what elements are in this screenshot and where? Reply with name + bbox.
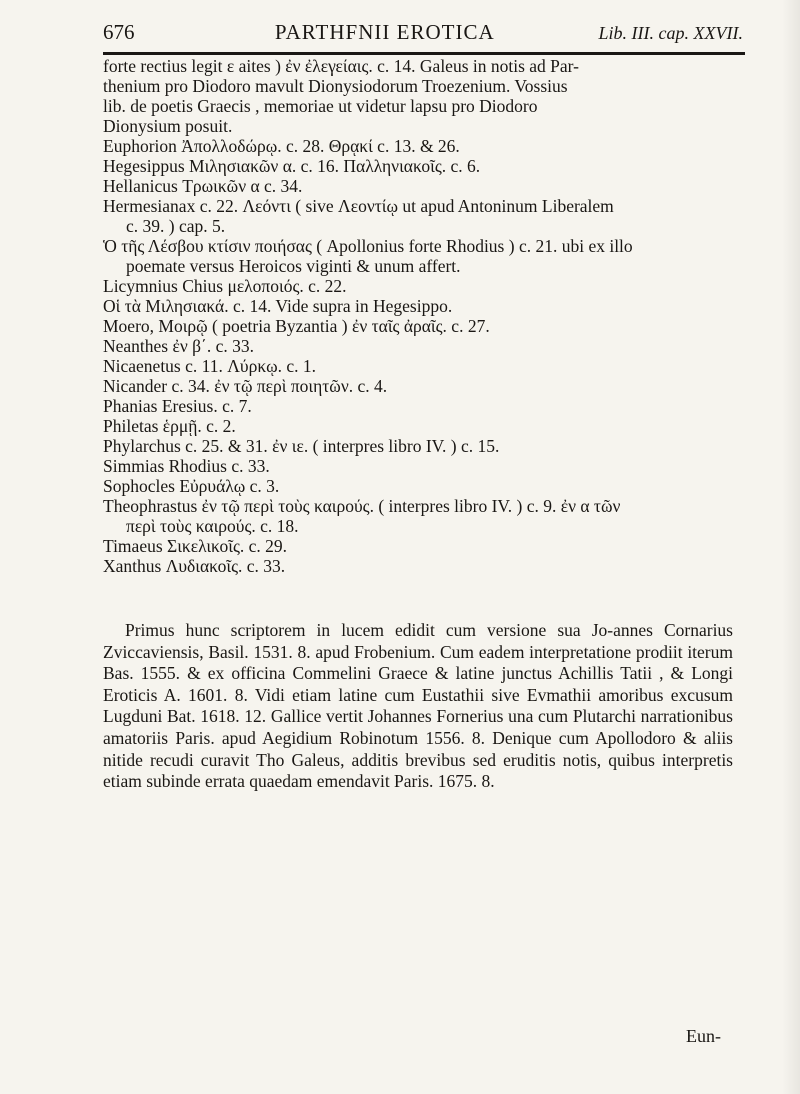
index-entry: Hegesippus Μιλησιακῶν α. c. 16. Παλληνιακοῖς. c. 6.	[103, 156, 481, 176]
index-entry: Οἱ τὰ Μιλησιακά. c. 14. Vide supra in Hegesippo.	[103, 296, 453, 316]
index-entry: Timaeus Σικελικοῖς. c. 29.	[103, 536, 288, 556]
text-line: Dionysium posuit.	[103, 116, 233, 136]
index-entry: Moero, Μοιρῷ ( poetria Byzantia ) ἐν ταῖς ἀραῖς. c. 27.	[103, 316, 490, 336]
text-line: thenium pro Diodoro mavult Dionysiodorum Troezenium. Vossius	[103, 76, 568, 96]
index-entry: Neanthes ἐν β΄. c. 33.	[103, 336, 254, 356]
page-number: 676	[103, 20, 135, 44]
catchword: Eun-	[686, 1026, 721, 1046]
index-entry: Philetas ἑρμῇ. c. 2.	[103, 416, 236, 436]
index-entry: Nicaenetus c. 11. Λύρκῳ. c. 1.	[103, 356, 317, 376]
index-entry: Sophocles Εὐρυάλῳ c. 3.	[103, 476, 280, 496]
index-entry-continued: poemate versus Heroicos viginti & unum affert.	[126, 256, 461, 276]
index-entry-continued: c. 39. ) cap. 5.	[126, 216, 226, 236]
text-line: forte rectius legit ε aites ) ἐν ἐλεγείαις. c. 14. Galeus in notis ad Par-	[103, 56, 579, 76]
index-entry-continued: περὶ τοὺς καιρούς. c. 18.	[126, 516, 299, 536]
editions-paragraph: Primus hunc scriptorem in lucem edidit cum versione sua Jo-annes Cornarius Zviccaviensis, Basil. 1531. 8. apud Frobenium. Cum eadem interpretatione prodiit iterum Bas. 1555. & ex officina Commelini Graece & latine junctus Achillis Tatii , & Longi Eroticis A. 1601. 8. Vidi etiam latine cum Eustathii sive Evmathii amoribus excusum Lugduni Bat. 1618. 12. Gallice vertit Johannes Fornerius una cum Plutarchi narrationibus amatoriis Paris. apud Aegidium Robinotum 1556. 8. Denique cum Apollodoro & aliis nitide recudi curavit Tho Galeus, additis brevibus sed eruditis notis, quibus interpretis etiam subinde errata quaedam emendavit Paris. 1675. 8.	[103, 620, 733, 792]
index-entry: Euphorion Ἀπολλοδώρῳ. c. 28. Θρᾳκί c. 13. & 26.	[103, 136, 460, 156]
running-header	[103, 20, 743, 50]
page-edge-shadow	[782, 0, 800, 1094]
index-entry: Phanias Eresius. c. 7.	[103, 396, 252, 416]
index-entry: Phylarchus c. 25. & 31. ἐν ιε. ( interpres libro IV. ) c. 15.	[103, 436, 500, 456]
section-reference: Lib. III. cap. XXVII.	[598, 23, 743, 43]
index-entry: Hellanicus Τρωικῶν α c. 34.	[103, 176, 303, 196]
index-entry: Ὁ τῆς Λέσβου κτίσιν ποιήσας ( Apollonius forte Rhodius ) c. 21. ubi ex illo	[103, 236, 633, 256]
text-line: lib. de poetis Graecis , memoriae ut videtur lapsu pro Diodoro	[103, 96, 538, 116]
index-entry: Theophrastus ἐν τῷ περὶ τοὺς καιρούς. ( interpres libro IV. ) c. 9. ἐν α τῶν	[103, 496, 621, 516]
index-entry: Hermesianax c. 22. Λεόντι ( sive Λεοντίῳ ut apud Antoninum Liberalem	[103, 196, 614, 216]
index-entry: Simmias Rhodius c. 33.	[103, 456, 270, 476]
header-rule	[103, 52, 745, 55]
index-entry: Nicander c. 34. ἐν τῷ περὶ ποιητῶν. c. 4.	[103, 376, 388, 396]
running-title: PARTHFNII EROTICA	[274, 20, 495, 44]
index-entry: Xanthus Λυδιακοῖς. c. 33.	[103, 556, 286, 576]
index-entry: Licymnius Chius μελοποιός. c. 22.	[103, 276, 347, 296]
